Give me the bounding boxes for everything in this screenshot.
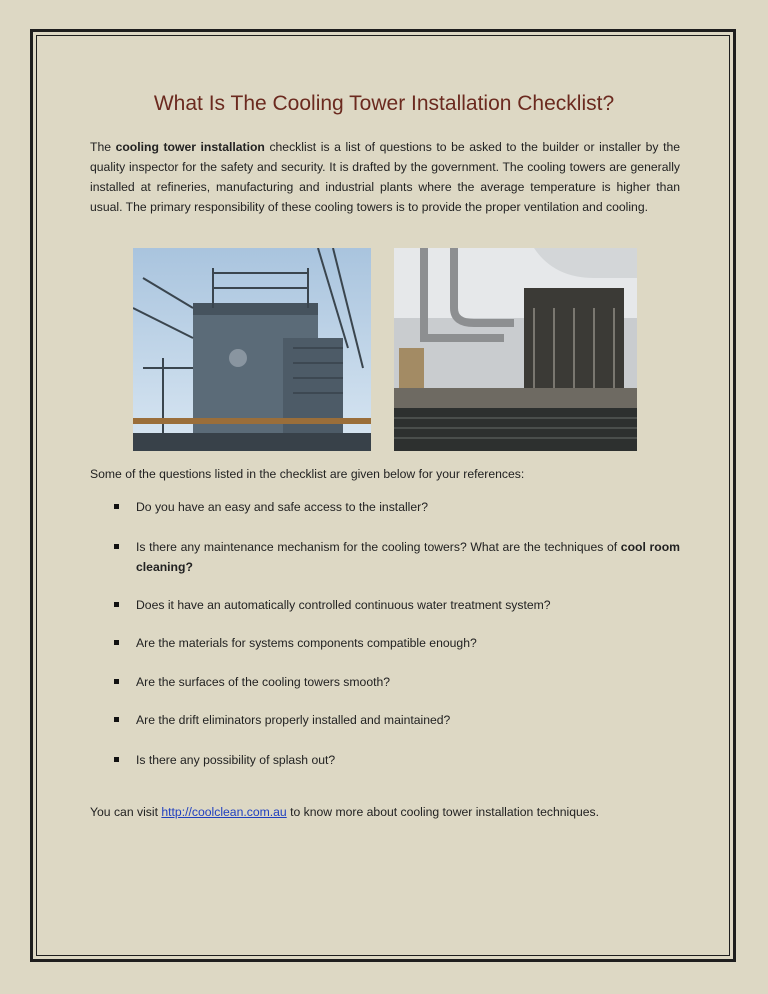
bullet-icon — [114, 679, 119, 684]
list-item — [90, 710, 680, 730]
list-item — [90, 672, 680, 692]
coolclean-link[interactable]: http://coolclean.com.au — [161, 805, 287, 819]
item-text: Are the drift eliminators properly installed and maintained? — [136, 713, 451, 727]
item-text: Do you have an easy and safe access to the installer? — [136, 500, 429, 514]
checklist-intro: Some of the questions listed in the checklist are given below for your references: — [90, 467, 525, 481]
bullet-icon — [114, 544, 119, 549]
bullet-icon — [114, 757, 119, 762]
intro-paragraph — [90, 137, 680, 217]
item-text: Is there any possibility of splash out? — [136, 753, 336, 767]
intro-prefix: The — [90, 140, 116, 154]
item-text: Is there any maintenance mechanism for the cooling towers? What are the techniques of — [136, 540, 621, 554]
item-bold-term: cool room cleaning? — [136, 540, 680, 574]
cooling-tower-exterior-photo — [133, 248, 371, 451]
visit-prefix: You can visit — [90, 805, 162, 819]
item-text: Does it have an automatically controlled continuous water treatment system? — [136, 598, 551, 612]
intro-rest: checklist is a list of questions to be asked to the builder or installer by the quality inspector for the safety and security. It is drafted by the government. The cooling towers are generally installed at refineries, manufacturing and industrial plants where the average temperature is higher than usual. The primary responsibility of these cooling towers is to provide the proper ventilation and cooling. — [90, 140, 681, 214]
item-text: Are the materials for systems components compatible enough? — [136, 636, 477, 650]
list-item — [90, 633, 680, 653]
page-title: What Is The Cooling Tower Installation Checklist? — [153, 92, 615, 115]
bullet-icon — [114, 640, 119, 645]
cooling-tower-interior-photo — [394, 248, 637, 451]
bullet-icon — [114, 602, 119, 607]
intro-bold-term: cooling tower installation — [115, 140, 265, 154]
list-item — [90, 595, 680, 615]
list-item — [90, 537, 680, 577]
bullet-icon — [114, 504, 119, 509]
visit-line — [90, 805, 599, 819]
list-item — [90, 750, 680, 770]
list-item — [90, 497, 680, 517]
item-text: Are the surfaces of the cooling towers smooth? — [136, 675, 391, 689]
bullet-icon — [114, 717, 119, 722]
visit-suffix: to know more about cooling tower installation techniques. — [286, 805, 600, 819]
